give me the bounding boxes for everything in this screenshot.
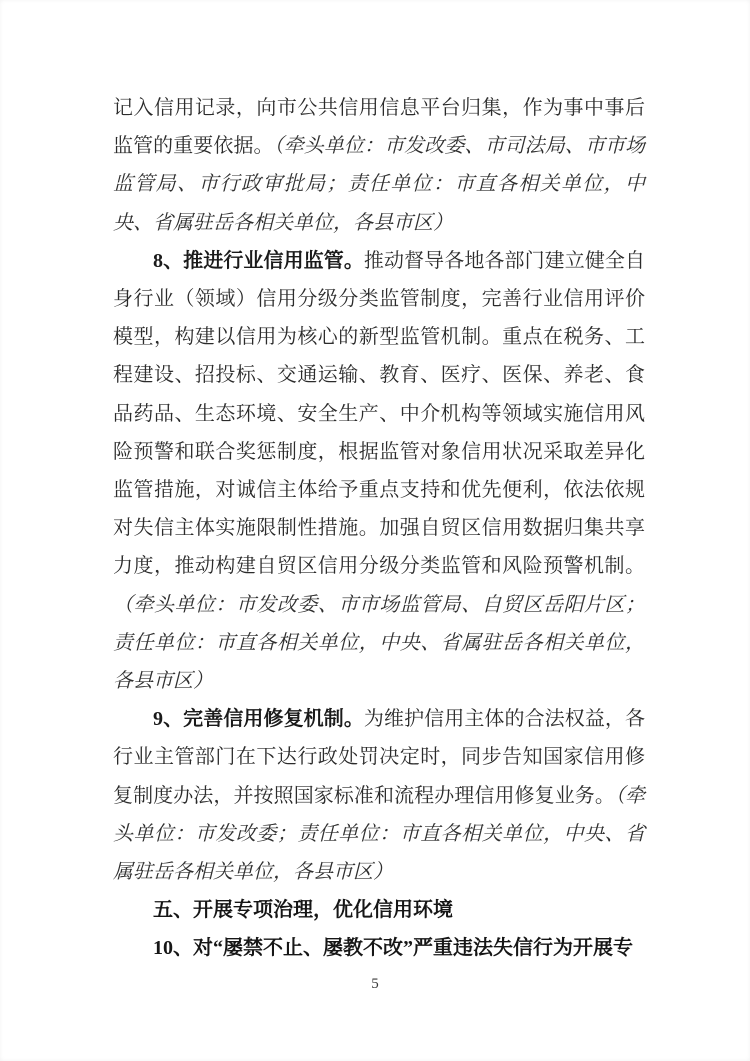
body-text: 记入信用记录，向市公共信用信息平台归集，作为事中事后监管的重要依据。 <box>113 97 645 158</box>
page-number: 5 <box>371 976 379 992</box>
paragraph-item-8 <box>113 242 645 700</box>
responsibility-note: （牵头单位：市发改委、市司法局、市市场监管局、市行政审批局；责任单位：市直各相关单位，中央、省属驻岳各相关单位，各县市区） <box>113 135 646 234</box>
responsibility-note: （牵头单位：市发改委；责任单位：市直各相关单位，中央、省属驻岳各相关单位，各县市区） <box>113 784 646 884</box>
section-heading-5: 五、开展专项治理，优化信用环境 <box>153 899 453 922</box>
paragraph-continuation <box>113 89 645 242</box>
paragraph-item-10: 10、对“屡禁不止、屡教不改”严重违法失信行为开展专 <box>153 937 633 960</box>
body-text: 推动督导各地各部门建立健全自身行业（领域）信用分级分类监管制度，完善行业信用评价模型，构建以信用为核心的新型监管机制。重点在税务、工程建设、招投标、交通运输、教育、医疗、医保、养老、食品药品、生态环境、安全生产、中介机构等领域实施信用风险预警和联合奖惩制度，根据监管对象信用状况采取差异化监管措施，对诚信主体给予重点支持和优先便利，依法依规对失信主体实施限制性措施。加强自贸区信用数据归集共享力度，推动构建自贸区信用分级分类监管和风险预警机制。 <box>113 249 646 578</box>
responsibility-note: （牵头单位：市发改委、市市场监管局、自贸区岳阳片区；责任单位：市直各相关单位，中央、省属驻岳各相关单位，各县市区） <box>113 593 645 693</box>
item-9-title: 9、完善信用修复机制。 <box>153 708 364 731</box>
document-body <box>113 89 645 968</box>
body-text: 为维护信用主体的合法权益，各行业主管部门在下达行政处罚决定时，同步告知国家信用修复制度办法，并按照国家标准和流程办理信用修复业务。 <box>113 708 646 807</box>
item-8-title: 8、推进行业信用监管。 <box>153 249 364 272</box>
paragraph-item-9 <box>113 700 645 891</box>
